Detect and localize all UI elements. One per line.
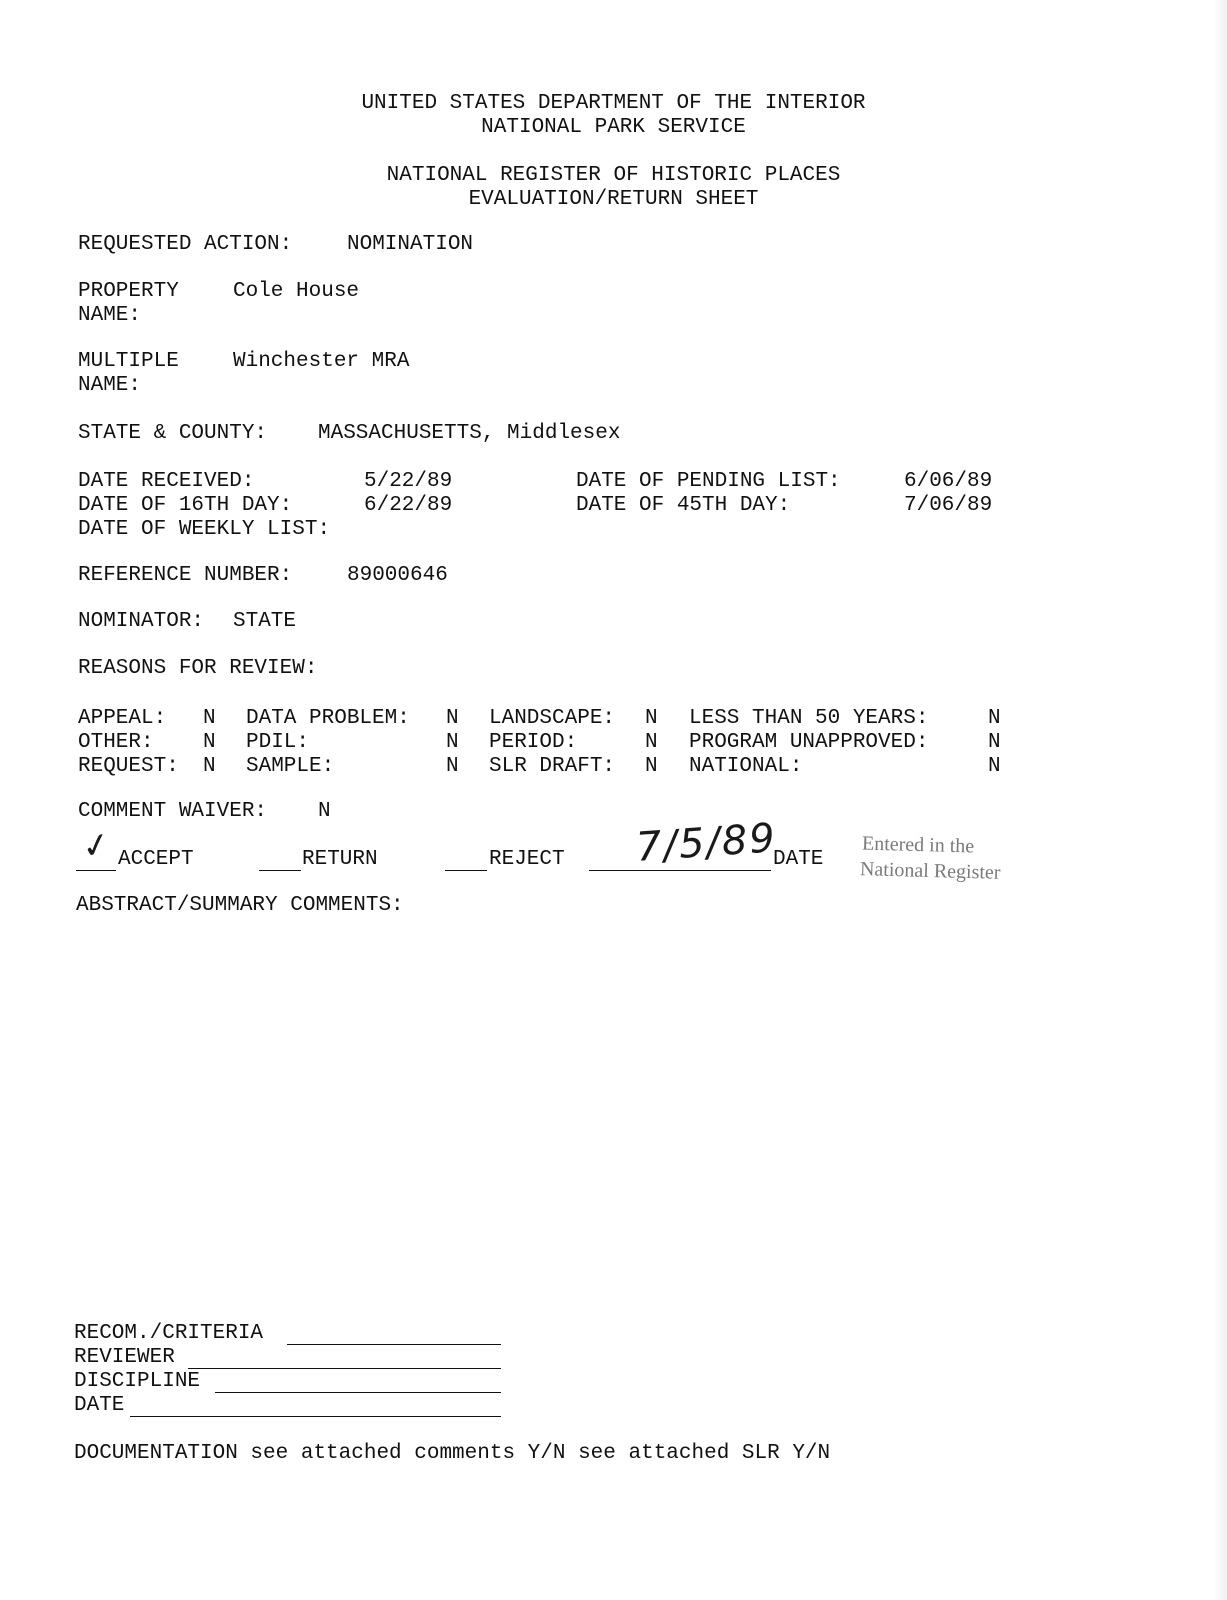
appeal-label: APPEAL: bbox=[78, 707, 167, 730]
slr-draft-label: SLR DRAFT: bbox=[489, 755, 616, 778]
pdil-label: PDIL: bbox=[246, 731, 310, 754]
date-weekly-label: DATE OF WEEKLY LIST: bbox=[78, 518, 331, 541]
abstract-label: ABSTRACT/SUMMARY COMMENTS: bbox=[76, 894, 404, 917]
sample-value: N bbox=[446, 755, 459, 778]
sample-label: SAMPLE: bbox=[246, 755, 335, 778]
discipline-field[interactable] bbox=[215, 1392, 501, 1393]
national-value: N bbox=[988, 755, 1001, 778]
comment-waiver-label: COMMENT WAIVER: bbox=[78, 800, 268, 823]
header-agency: UNITED STATES DEPARTMENT OF THE INTERIOR bbox=[361, 92, 866, 115]
date-45th-label: DATE OF 45TH DAY: bbox=[576, 494, 791, 517]
reviewer-label: REVIEWER bbox=[74, 1346, 175, 1369]
period-label: PERIOD: bbox=[489, 731, 578, 754]
date-received-value: 5/22/89 bbox=[364, 470, 453, 493]
handwritten-date: 7/5/89 bbox=[634, 815, 779, 871]
date-16th-value: 6/22/89 bbox=[364, 494, 453, 517]
property-name-value: Cole House bbox=[233, 280, 360, 303]
return-blank[interactable] bbox=[259, 870, 301, 871]
pdil-value: N bbox=[446, 731, 459, 754]
program-unapproved-label: PROGRAM UNAPPROVED: bbox=[689, 731, 929, 754]
multiple-name-value: Winchester MRA bbox=[233, 350, 410, 373]
return-label: RETURN bbox=[302, 848, 378, 871]
date-16th-label: DATE OF 16TH DAY: bbox=[78, 494, 293, 517]
state-county-label: STATE & COUNTY: bbox=[78, 422, 268, 445]
register-stamp-line1: Entered in the bbox=[861, 832, 975, 858]
comment-waiver-value: N bbox=[318, 800, 331, 823]
less-than-50-value: N bbox=[988, 707, 1001, 730]
date-blank[interactable] bbox=[589, 870, 771, 871]
reference-label: REFERENCE NUMBER: bbox=[78, 564, 293, 587]
request-value: N bbox=[203, 755, 216, 778]
date-pending-label: DATE OF PENDING LIST: bbox=[576, 470, 841, 493]
footer-date-field[interactable] bbox=[130, 1416, 501, 1417]
decision-date-label: DATE bbox=[773, 848, 824, 871]
reasons-label: REASONS FOR REVIEW: bbox=[78, 657, 318, 680]
documentation-line: DOCUMENTATION see attached comments Y/N see attached SLR Y/N bbox=[74, 1442, 831, 1465]
slr-draft-value: N bbox=[645, 755, 658, 778]
property-label: PROPERTY bbox=[78, 280, 179, 303]
requested-action-label: REQUESTED ACTION: bbox=[78, 233, 293, 256]
nominator-label: NOMINATOR: bbox=[78, 610, 205, 633]
header-register: NATIONAL REGISTER OF HISTORIC PLACES bbox=[386, 164, 841, 187]
recom-criteria-field[interactable] bbox=[287, 1344, 501, 1345]
accept-label: ACCEPT bbox=[118, 848, 194, 871]
appeal-value: N bbox=[203, 707, 216, 730]
footer-date-label: DATE bbox=[74, 1394, 125, 1417]
date-45th-value: 7/06/89 bbox=[904, 494, 993, 517]
period-value: N bbox=[645, 731, 658, 754]
accept-check-mark: ✓ bbox=[78, 823, 115, 869]
date-pending-value: 6/06/89 bbox=[904, 470, 993, 493]
recom-criteria-label: RECOM./CRITERIA bbox=[74, 1322, 264, 1345]
data-problem-value: N bbox=[446, 707, 459, 730]
page-edge-shadow bbox=[1213, 0, 1227, 1600]
less-than-50-label: LESS THAN 50 YEARS: bbox=[689, 707, 929, 730]
national-label: NATIONAL: bbox=[689, 755, 803, 778]
date-received-label: DATE RECEIVED: bbox=[78, 470, 255, 493]
request-label: REQUEST: bbox=[78, 755, 179, 778]
requested-action-value: NOMINATION bbox=[347, 233, 474, 256]
header-sheet-title: EVALUATION/RETURN SHEET bbox=[468, 188, 759, 211]
property-name-label: NAME: bbox=[78, 304, 142, 327]
nominator-value: STATE bbox=[233, 610, 297, 633]
register-stamp-line2: National Register bbox=[859, 858, 1001, 884]
data-problem-label: DATA PROBLEM: bbox=[246, 707, 410, 730]
landscape-value: N bbox=[645, 707, 658, 730]
reject-label: REJECT bbox=[489, 848, 565, 871]
header-service: NATIONAL PARK SERVICE bbox=[481, 116, 746, 139]
reference-value: 89000646 bbox=[347, 564, 448, 587]
accept-blank[interactable] bbox=[76, 870, 116, 871]
state-county-value: MASSACHUSETTS, Middlesex bbox=[318, 422, 621, 445]
multiple-name-label: NAME: bbox=[78, 374, 142, 397]
landscape-label: LANDSCAPE: bbox=[489, 707, 616, 730]
multiple-label: MULTIPLE bbox=[78, 350, 179, 373]
other-value: N bbox=[203, 731, 216, 754]
reject-blank[interactable] bbox=[445, 870, 487, 871]
reviewer-field[interactable] bbox=[188, 1368, 501, 1369]
discipline-label: DISCIPLINE bbox=[74, 1370, 201, 1393]
program-unapproved-value: N bbox=[988, 731, 1001, 754]
other-label: OTHER: bbox=[78, 731, 154, 754]
